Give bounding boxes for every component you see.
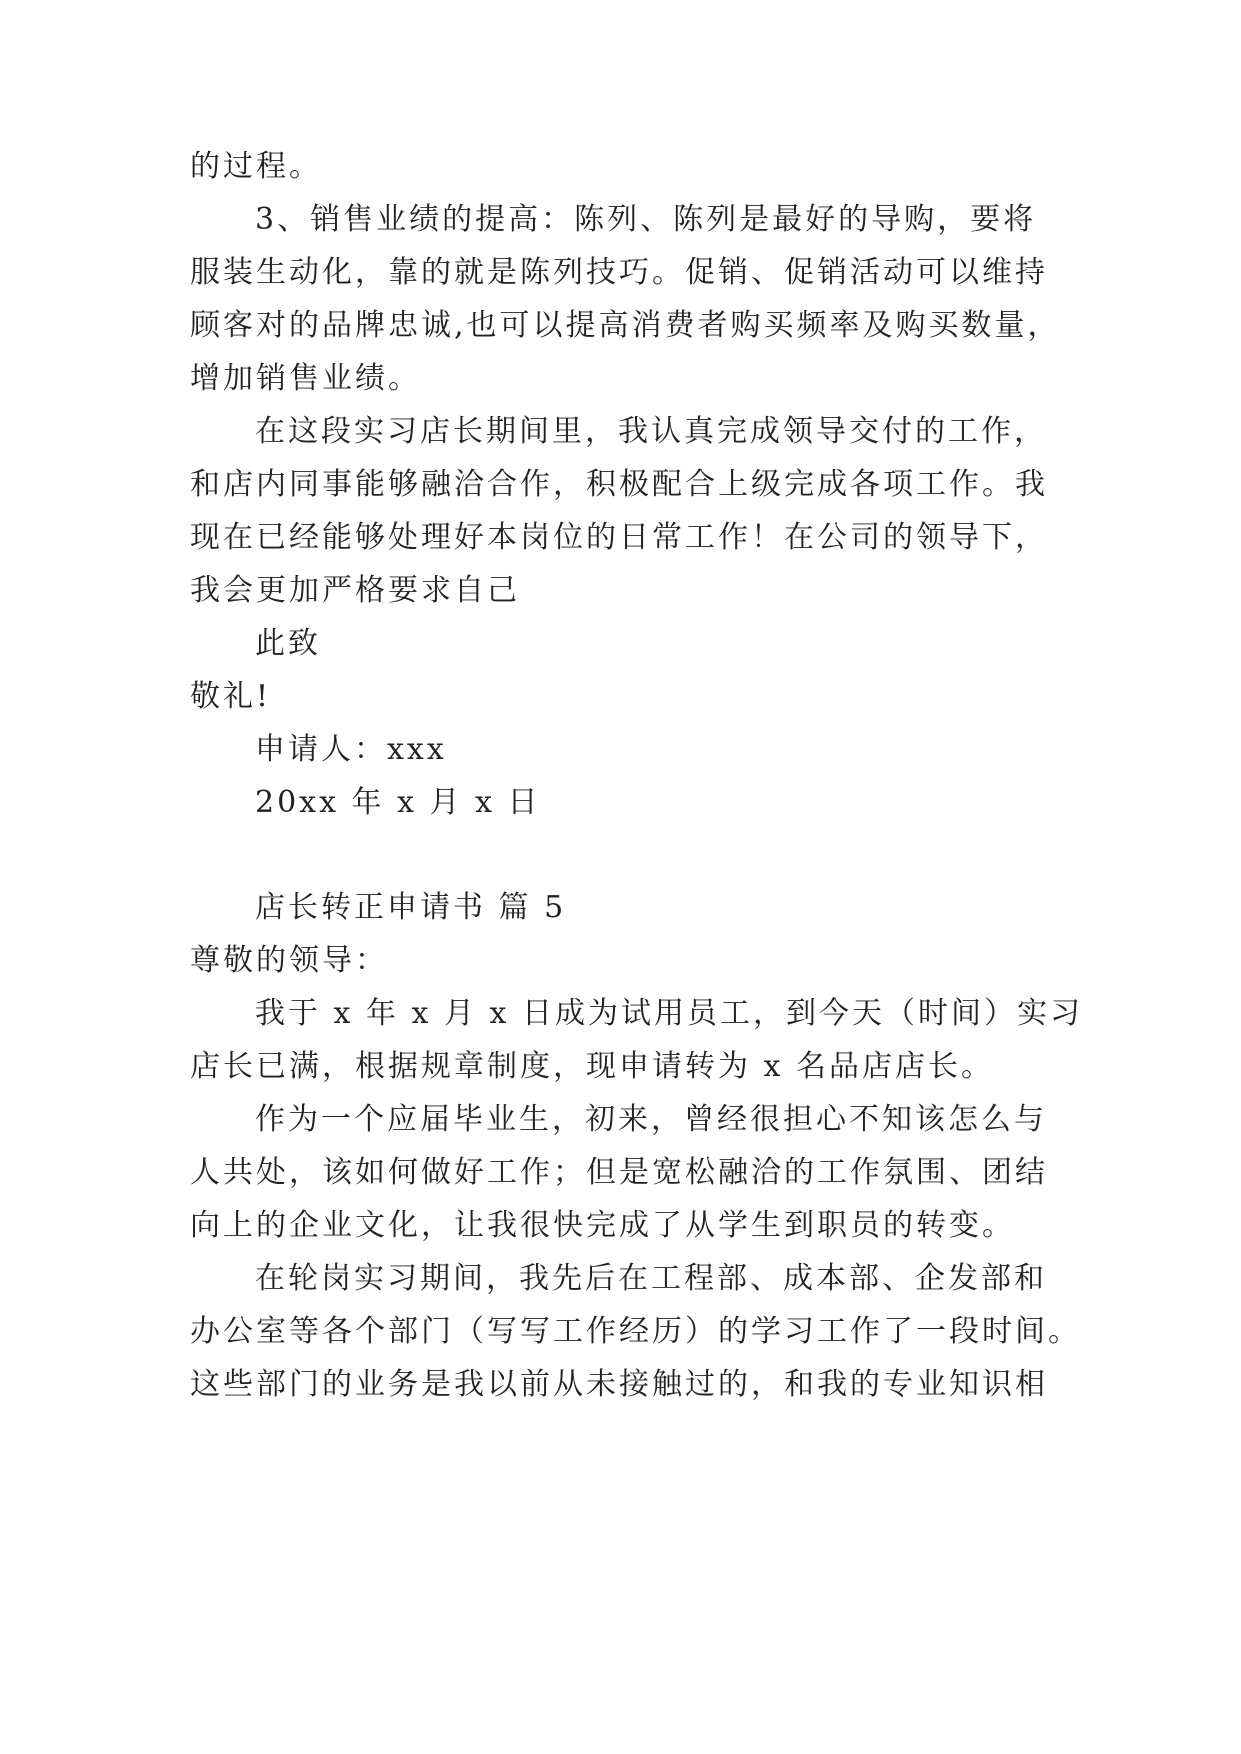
text-line: 在这段实习店长期间里，我认真完成领导交付的工作， xyxy=(255,414,1047,449)
text-line: 人共处，该如何做好工作；但是宽松融洽的工作氛围、团结 xyxy=(190,1155,1048,1190)
section-heading: 店长转正申请书 篇 5 xyxy=(255,890,567,925)
text-line: 在轮岗实习期间，我先后在工程部、成本部、企发部和 xyxy=(255,1261,1047,1296)
text-line: 店长已满，根据规章制度，现申请转为 x 名品店店长。 xyxy=(190,1049,994,1084)
text-line: 顾客对的品牌忠诚,也可以提高消费者购买频率及购买数量， xyxy=(190,308,1061,343)
text-line: 我于 x 年 x 月 x 日成为试用员工，到今天（时间）实习 xyxy=(255,996,1083,1031)
text-line: 我会更加严格要求自己 xyxy=(190,573,520,608)
text-line: 现在已经能够处理好本岗位的日常工作！在公司的领导下， xyxy=(190,520,1048,555)
salutation-closing: 敬礼! xyxy=(190,679,272,714)
text-line: 这些部门的业务是我以前从未接触过的，和我的专业知识相 xyxy=(190,1367,1048,1402)
applicant-line: 申请人：xxx xyxy=(255,732,447,767)
text-line: 增加销售业绩。 xyxy=(190,361,421,396)
text-line: 作为一个应届毕业生，初来，曾经很担心不知该怎么与 xyxy=(255,1102,1047,1137)
closing-phrase: 此致 xyxy=(255,626,321,661)
text-line: 向上的企业文化，让我很快完成了从学生到职员的转变。 xyxy=(190,1208,1015,1243)
date-line: 20xx 年 x 月 x 日 xyxy=(255,785,541,820)
greeting-line: 尊敬的领导： xyxy=(190,943,388,978)
text-line: 服装生动化，靠的就是陈列技巧。促销、促销活动可以维持 xyxy=(190,255,1048,290)
text-line: 办公室等各个部门（写写工作经历）的学习工作了一段时间。 xyxy=(190,1314,1081,1349)
text-line: 3、销售业绩的提高：陈列、陈列是最好的导购，要将 xyxy=(255,202,1037,237)
text-line: 和店内同事能够融洽合作，积极配合上级完成各项工作。我 xyxy=(190,467,1048,502)
text-line: 的过程。 xyxy=(190,149,322,184)
